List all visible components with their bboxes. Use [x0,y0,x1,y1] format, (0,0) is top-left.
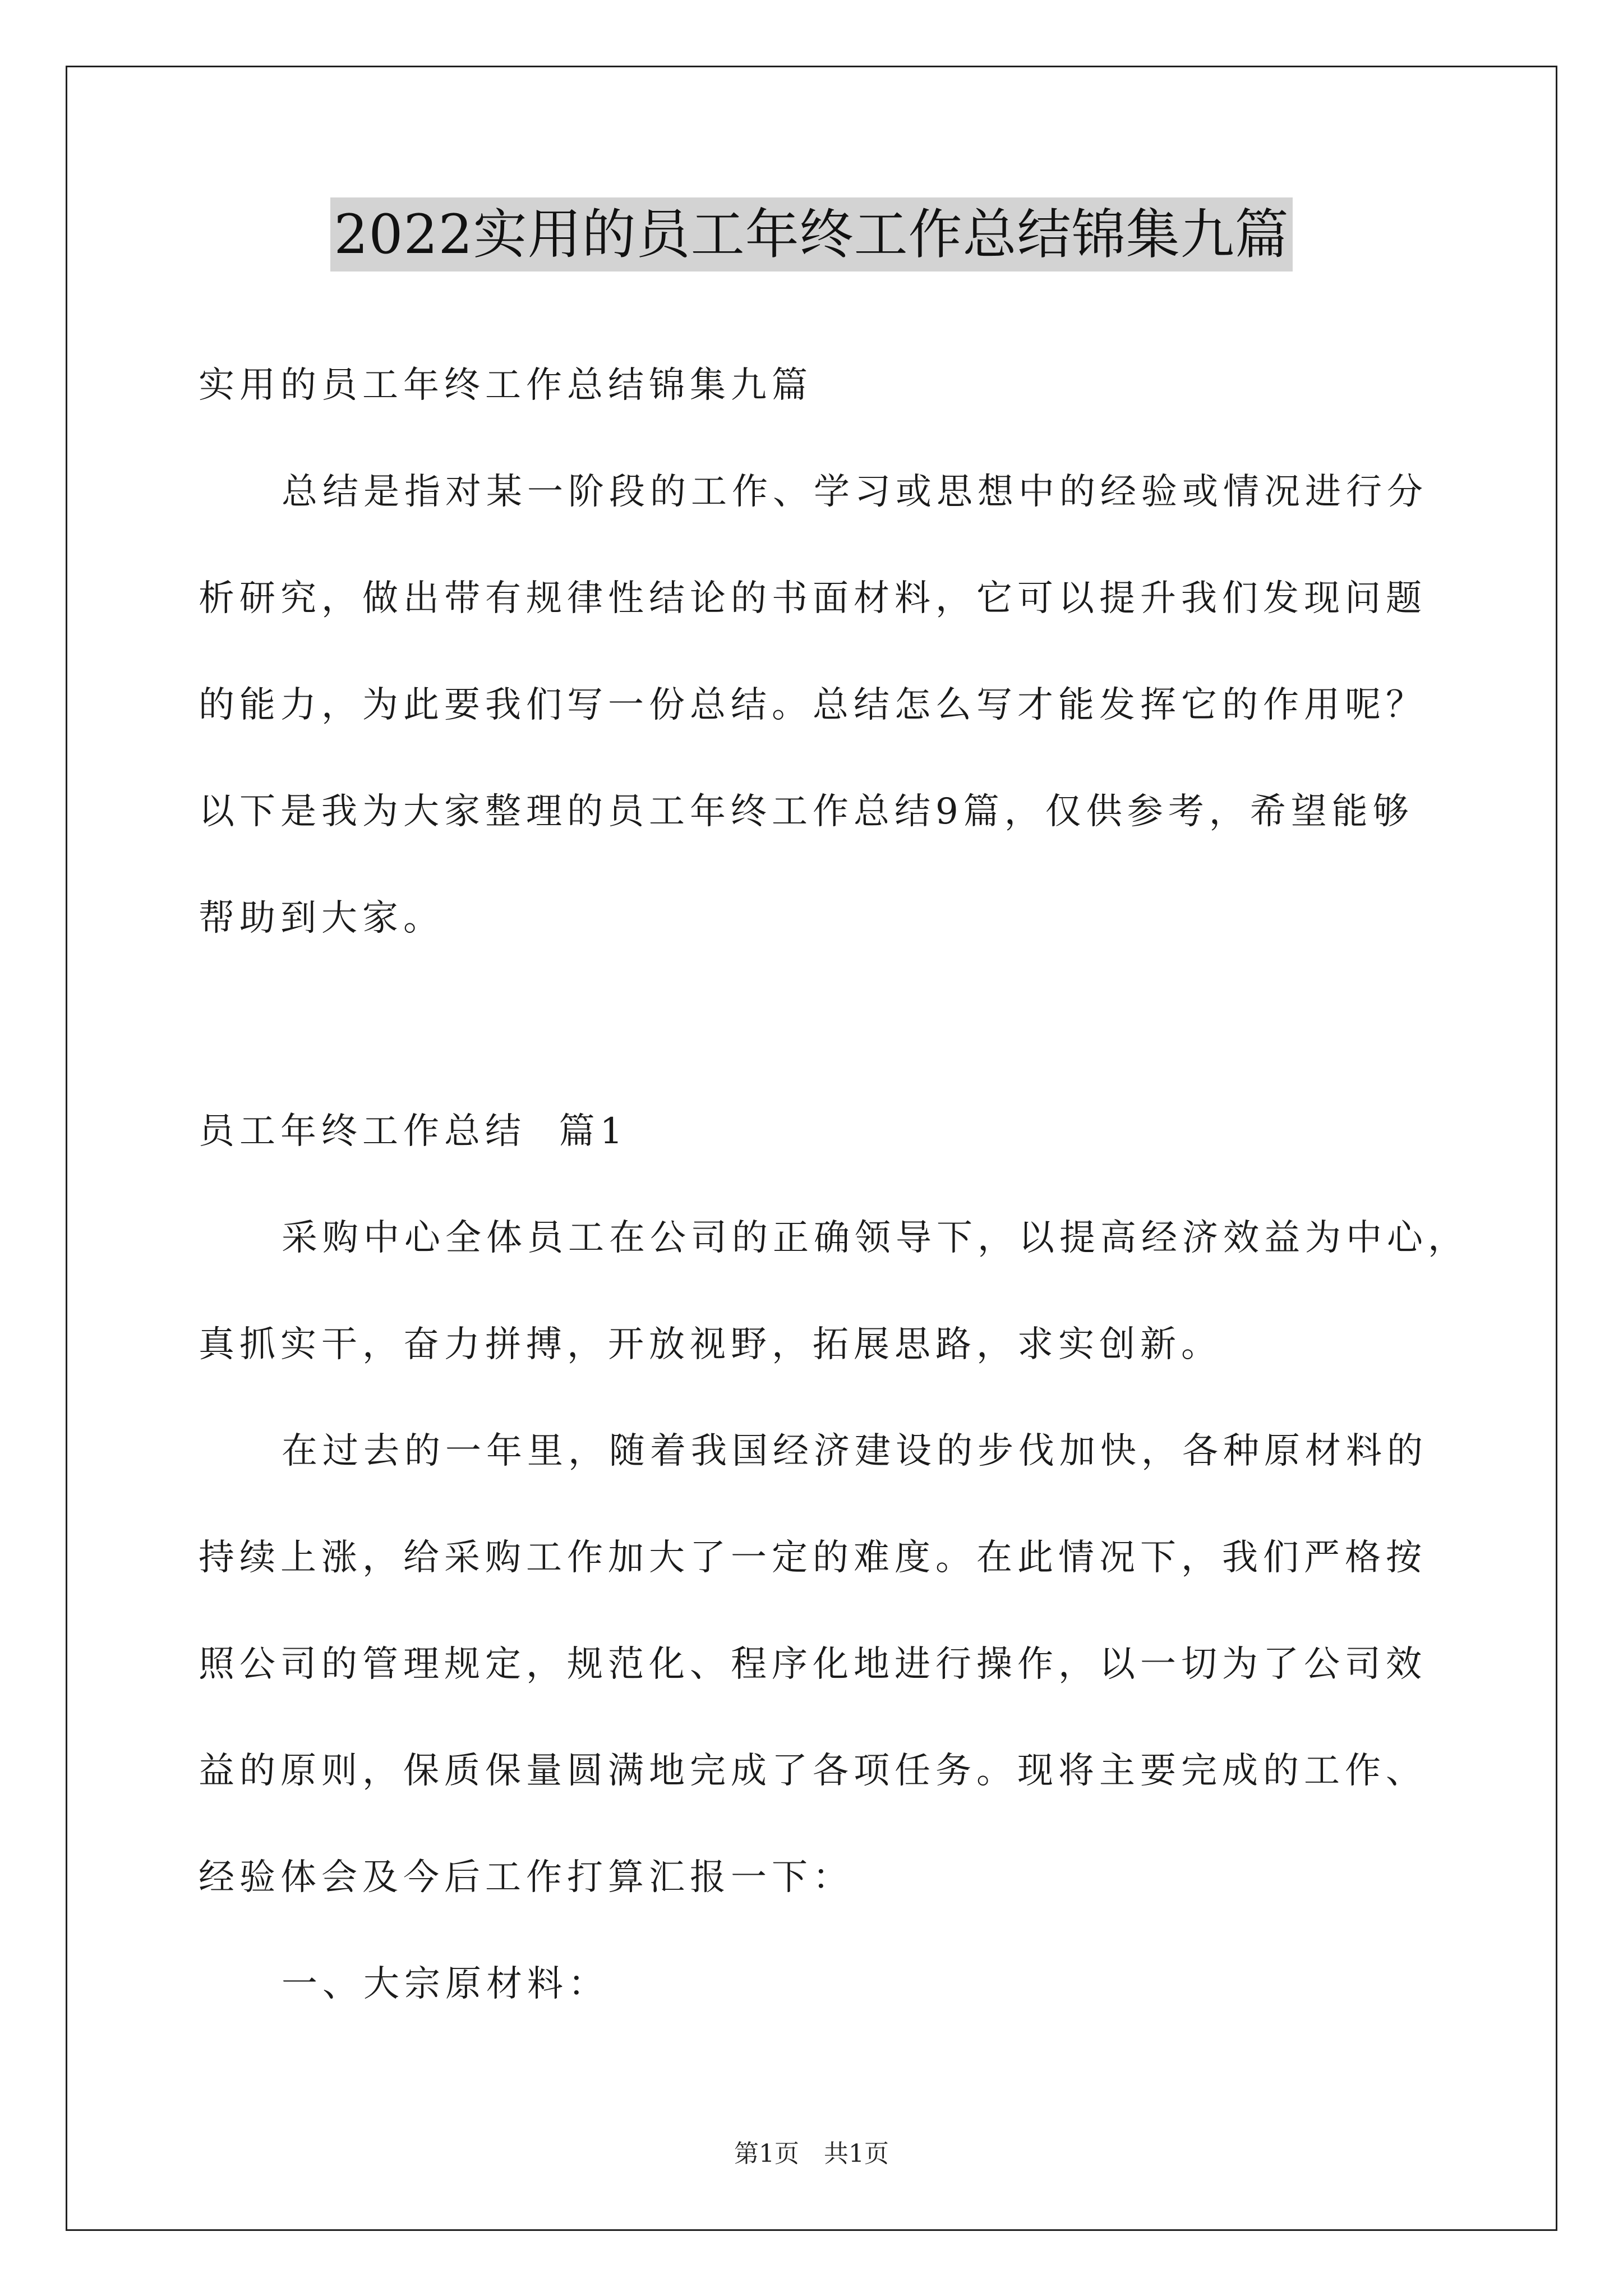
intro-line: 析研究，做出带有规律性结论的书面材料，它可以提升我们发现问题 [199,578,1427,619]
document-body [199,332,1469,2037]
section-heading: 员工年终工作总结 篇1 [199,1111,628,1152]
paragraph-line: 经验体会及今后工作打算汇报一下： [199,1857,854,1898]
page-footer: 第1页 共1页 [734,2139,889,2168]
intro-line: 以下是我为大家整理的员工年终工作总结9篇，仅供参考，希望能够 [199,791,1414,832]
blank-line [199,972,1460,1078]
list-item-heading: 一、大宗原材料： [282,1963,609,2005]
document-subtitle: 实用的员工年终工作总结锦集九篇 [199,365,813,406]
paragraph-line: 在过去的一年里，随着我国经济建设的步伐加快，各种原材料的 [282,1430,1428,1472]
paragraph-line: 采购中心全体员工在公司的正确领导下，以提高经济效益为中心， [282,1217,1469,1259]
paragraph-line: 持续上涨，给采购工作加大了一定的难度。在此情况下，我们严格按 [199,1537,1427,1579]
paragraph-line: 益的原则，保质保量圆满地完成了各项任务。现将主要完成的工作、 [199,1750,1427,1792]
paragraph-line: 真抓实干，奋力拼搏，开放视野，拓展思路，求实创新。 [199,1324,1222,1365]
intro-line: 的能力，为此要我们写一份总结。总结怎么写才能发挥它的作用呢？ [199,684,1427,726]
intro-line: 帮助到大家。 [199,898,444,939]
title-container [0,197,1623,272]
paragraph-line: 照公司的管理规定，规范化、程序化地进行操作，以一切为了公司效 [199,1644,1427,1685]
document-title: 2022实用的员工年终工作总结锦集九篇 [330,197,1292,272]
intro-line: 总结是指对某一阶段的工作、学习或思想中的经验或情况进行分 [282,471,1428,513]
